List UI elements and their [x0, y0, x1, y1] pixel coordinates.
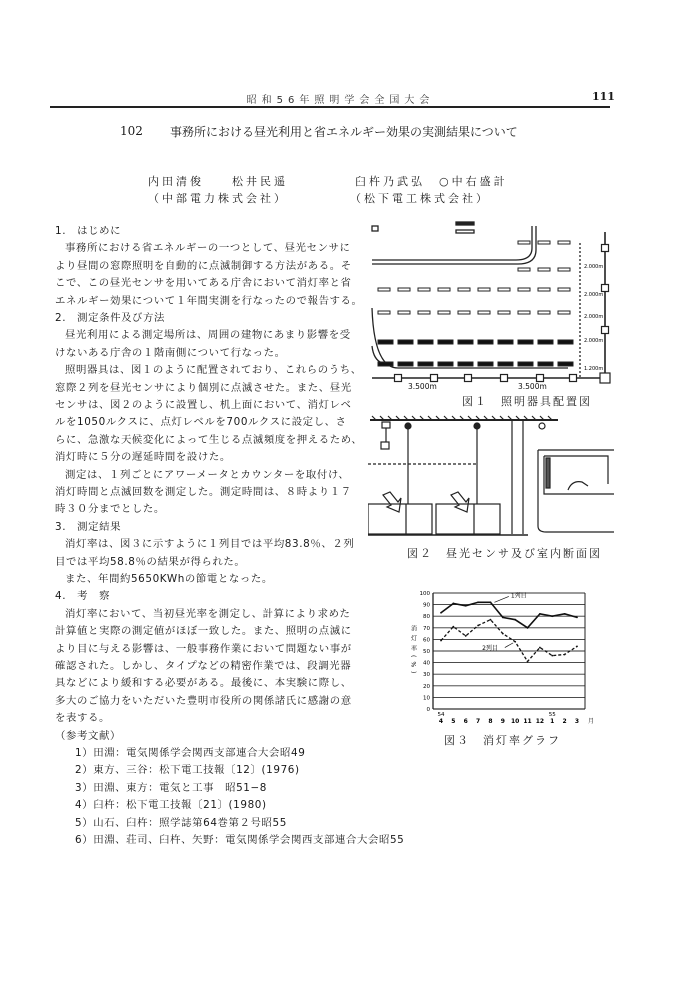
- x-tick-label: 8: [488, 718, 493, 725]
- fixture: [378, 340, 393, 344]
- body-line: 事務所における省エネルギーの一つとして、昼光センサに: [65, 242, 351, 255]
- fixture: [458, 362, 473, 366]
- column: [600, 373, 610, 383]
- daylight-arrow-icon: [451, 492, 469, 512]
- x-tick-label: 7: [475, 718, 481, 725]
- dim-label-horizontal: 3.500m: [408, 382, 437, 391]
- data-point: [490, 619, 492, 621]
- label-leader: [494, 596, 508, 602]
- fixture: [558, 311, 570, 314]
- body-line: 2. 測定条件及び方法: [55, 312, 166, 324]
- fixture: [438, 362, 453, 366]
- reference-item: 4）臼杵：松下電工技報〔21〕(1980): [75, 799, 267, 812]
- fixture: [558, 362, 573, 366]
- data-point: [514, 641, 516, 643]
- column: [602, 285, 609, 292]
- data-point: [452, 626, 454, 628]
- x-tick-label: 5: [451, 718, 456, 725]
- y-tick-label: 60: [423, 637, 430, 644]
- data-point: [502, 616, 504, 618]
- dim-label: 2.000m: [584, 292, 604, 298]
- luminaire: [474, 423, 480, 429]
- figure3-chart: [395, 585, 615, 725]
- body-line: 昼光利用による測定場所は、周囲の建物にあまり影響を受: [65, 329, 351, 342]
- data-point: [539, 613, 541, 615]
- x-axis-label: 月: [588, 718, 595, 725]
- fixture: [478, 340, 493, 344]
- data-point: [539, 647, 541, 649]
- dim-label: 2.000m: [584, 338, 604, 344]
- reference-item: 5）山石、臼杵：照学誌第64巻第２号昭55: [75, 816, 287, 829]
- sensor-unit: [382, 422, 390, 428]
- reference-item: 3）田淵、東方：電気と工事 昭51−8: [75, 781, 268, 794]
- fixture: [398, 362, 413, 366]
- reference-item: 6）田淵、荘司、臼杵、矢野：電気関係学会関西支部連合大会昭55: [75, 834, 405, 846]
- body-line: また、年間約5650KWhの節電となった。: [65, 573, 273, 585]
- fixture: [498, 362, 513, 366]
- x-tick-label: 3: [574, 718, 580, 725]
- fixture: [538, 340, 553, 344]
- fixture: [518, 241, 530, 244]
- x-tick-label: 1: [550, 718, 555, 725]
- fixture: [438, 311, 450, 314]
- conference-header: 昭和56年照明学会全国大会: [246, 95, 435, 106]
- data-point: [564, 613, 566, 615]
- fixture: [458, 288, 470, 291]
- entrance-marker: [372, 226, 378, 231]
- reference-item: 1）田淵：電気関係学会関西支部連合大会昭49: [75, 747, 306, 759]
- data-point: [440, 612, 442, 614]
- fixture: [498, 311, 510, 314]
- column: [602, 245, 609, 252]
- body-line: 照明器具は、図１のように配置されており、これらのうち、: [65, 364, 362, 377]
- column: [602, 327, 609, 334]
- affiliation-left: （中部電力株式会社）: [148, 192, 288, 205]
- y-tick-label: 20: [423, 683, 430, 690]
- y-tick-label: 30: [423, 672, 430, 679]
- fixture: [418, 362, 433, 366]
- dim-label-horizontal: 3.500m: [518, 382, 547, 391]
- body-line: 消灯率において、当初昼光率を測定し、計算により求めた: [65, 607, 351, 620]
- legend-light-fixture: [456, 230, 474, 233]
- fixture: [558, 268, 570, 271]
- fixture: [558, 241, 570, 244]
- y-axis-label: 消灯率(%): [409, 625, 417, 678]
- fixture: [418, 340, 433, 344]
- body-line: 目では平均58.8％の結果が得られた。: [55, 555, 246, 568]
- label-leader: [505, 643, 513, 648]
- series-label: 1列目: [510, 592, 527, 600]
- fixture: [418, 311, 430, 314]
- legend-dark-fixture: [456, 222, 474, 225]
- body-line: 測定は、１列ごとにアワーメータとカウンターを取付け、: [65, 468, 350, 481]
- fixture: [478, 311, 490, 314]
- column: [465, 375, 472, 382]
- data-point: [514, 619, 516, 621]
- x-tick-label: 9: [500, 718, 505, 725]
- y-tick-label: 80: [423, 614, 430, 621]
- fixture: [458, 311, 470, 314]
- fixture: [438, 340, 453, 344]
- body-line: 4. 考 察: [55, 590, 111, 603]
- fixture: [538, 362, 553, 366]
- fixture: [558, 340, 573, 344]
- corridor-wall: [372, 226, 536, 264]
- data-point: [465, 605, 467, 607]
- y-tick-label: 10: [423, 695, 430, 702]
- fixture: [558, 288, 570, 291]
- x-tick-label: 11: [523, 718, 532, 725]
- column: [537, 375, 544, 382]
- header-rule: [50, 106, 610, 108]
- data-point: [477, 625, 479, 627]
- x-tick-label: 2: [562, 718, 567, 725]
- body-line: 多大のご協力をいただいた豊明市役所の関係諸氏に感謝の意: [55, 694, 352, 707]
- paper-title: 事務所における昼光利用と省エネルギー効果の実測結果について: [170, 125, 518, 139]
- luminaire: [405, 423, 411, 429]
- authors-right: 臼杵乃武弘 ○中右盛計: [355, 175, 508, 188]
- series-line-1: [441, 602, 577, 628]
- fixture: [478, 288, 490, 291]
- body-line: より目に与える影響は、一般事務作業において問題ない事が: [55, 642, 352, 655]
- data-point: [452, 603, 454, 605]
- y-tick-label: 90: [423, 602, 430, 609]
- year-label: 54: [437, 712, 445, 718]
- fixture: [498, 340, 513, 344]
- fixture: [398, 288, 410, 291]
- daylight-arrow-icon: [383, 492, 401, 512]
- dim-label: 2.000m: [584, 264, 604, 270]
- fixture: [518, 340, 533, 344]
- fixture: [398, 311, 410, 314]
- dim-label: 1.200m: [584, 366, 604, 372]
- body-line: 3. 測定結果: [55, 520, 122, 533]
- fixture: [518, 288, 530, 291]
- y-tick-label: 50: [423, 649, 430, 655]
- column: [395, 375, 402, 382]
- body-line: 確認された。しかし、タイプなどの精密作業では、段調光器: [55, 660, 352, 672]
- body-line: けないある庁舎の１階南側について行なった。: [55, 346, 286, 359]
- fixture: [478, 362, 493, 366]
- body-line: 消灯時に５分の遅延時間を設けた。: [55, 451, 231, 464]
- body-line: 1. はじめに: [55, 225, 122, 237]
- affiliation-right: （松下電工株式会社）: [350, 192, 490, 205]
- y-tick-label: 0: [426, 707, 430, 713]
- series-line-2: [441, 620, 577, 662]
- data-point: [551, 615, 553, 617]
- figure3-caption: 図３ 消灯率グラフ: [444, 734, 561, 747]
- x-tick-label: 10: [511, 718, 520, 725]
- data-point: [576, 645, 578, 647]
- data-point: [465, 635, 467, 637]
- data-point: [527, 661, 529, 663]
- fixture: [378, 288, 390, 291]
- data-point: [440, 640, 442, 642]
- data-point: [527, 627, 529, 629]
- year-label: 55: [548, 712, 556, 718]
- figure2-section-diagram: [368, 414, 620, 542]
- fixture: [438, 288, 450, 291]
- fixture: [458, 340, 473, 344]
- body-line: らに、急激な天候変化によって生じる点滅頻度を押えるため、: [55, 433, 363, 446]
- body-line: こで、この昼光センサを用いてある庁舎において消灯率と省: [55, 277, 352, 290]
- x-tick-label: 12: [535, 718, 545, 725]
- body-line: 計算値と実際の測定値がほぼ一致した。また、照明の点滅に: [55, 625, 352, 638]
- figure1-layout-diagram: [368, 218, 618, 392]
- fixture: [498, 288, 510, 291]
- page-number: 111: [592, 90, 615, 103]
- body-line: 具などにより緩和する必要がある。最後に、本実験に際し、: [55, 677, 352, 690]
- luminaire: [539, 423, 545, 429]
- body-line: より昼間の窓際照明を自動的に点滅制御する方法がある。そ: [55, 259, 352, 272]
- column: [570, 375, 577, 382]
- body-line: エネルギー効果について１年間実測を行なったので報告する。: [55, 294, 363, 307]
- data-point: [502, 633, 504, 635]
- body-line: 消灯率は、図３に示すように１列目では平均83.8％、２列: [65, 538, 355, 551]
- figure2-caption: 図２ 昼光センサ及び室内断面図: [407, 547, 602, 560]
- fixture: [378, 362, 393, 366]
- data-point: [564, 654, 566, 656]
- references-heading: （参考文献）: [55, 729, 121, 742]
- data-point: [551, 655, 553, 657]
- fixture: [418, 288, 430, 291]
- y-tick-label: 70: [423, 625, 430, 632]
- reference-item: 2）東方、三谷：松下電工技報〔12〕(1976): [75, 764, 300, 777]
- fixture: [538, 288, 550, 291]
- fixture: [538, 241, 550, 244]
- dim-label: 2.000m: [584, 314, 604, 320]
- data-point: [477, 601, 479, 603]
- body-line: 時３０分までとした。: [55, 503, 165, 516]
- body-line: を表する。: [55, 712, 110, 725]
- data-point: [576, 616, 578, 618]
- paper-number: 102: [120, 124, 143, 138]
- fixture: [518, 362, 533, 366]
- body-line: センサは、図２のように設置し、机上面において、消灯レベ: [55, 399, 352, 411]
- x-tick-label: 4: [438, 718, 444, 725]
- authors-left: 内田清俊 松井民遥: [148, 175, 288, 188]
- fixture: [518, 311, 530, 314]
- fixture: [538, 311, 550, 314]
- body-line: 窓際２列を昼光センサにより個別に点滅させた。また、昼光: [55, 381, 352, 394]
- interior-wall: [372, 308, 568, 368]
- body-line: 消灯時間と点滅回数を測定した。測定時間は、８時より１７: [55, 486, 352, 498]
- fixture: [378, 311, 390, 314]
- x-tick-label: 6: [463, 718, 468, 725]
- y-tick-label: 40: [423, 660, 430, 667]
- fixture: [518, 268, 530, 271]
- fixture: [538, 268, 550, 271]
- data-point: [490, 601, 492, 603]
- column: [501, 375, 508, 382]
- series-label: 2列目: [482, 644, 498, 652]
- figure1-caption: 図１ 照明器具配置図: [462, 395, 592, 408]
- column: [431, 375, 438, 382]
- body-line: ルを1050ルクスに、点灯レベルを700ルクスに設定し、さ: [55, 416, 347, 429]
- y-tick-label: 100: [419, 591, 430, 597]
- fixture: [398, 340, 413, 344]
